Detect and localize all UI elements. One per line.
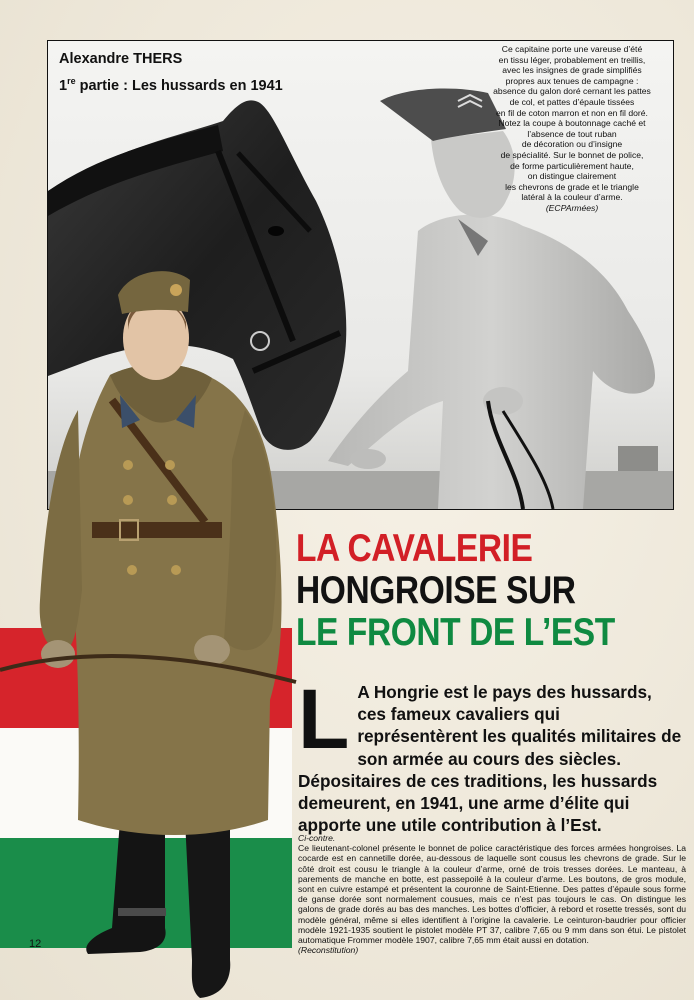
headline-line-2: HONGROISE SUR	[296, 569, 576, 612]
photo-caption-line: propres aux tenues de campagne :	[505, 75, 639, 86]
photo-caption-line: les chevrons de grade et le triangle	[505, 181, 639, 192]
photo-caption-line: absence du galon doré cernant les pattes	[493, 86, 651, 97]
photo-caption-line: Notez la coupe à boutonnage caché et	[498, 118, 646, 129]
page-number: 12	[29, 938, 42, 950]
uniform-caption	[298, 833, 686, 955]
photo-caption-line: de forme particulièrement haute,	[510, 160, 634, 171]
drop-cap: L	[298, 672, 350, 766]
lead-text: A Hongrie est le pays des hussards, ces fameux cavaliers qui représentèrent les qualités militaires de son armée au cours des siècles. Dépositaires de ces traditions, les hussards demeurent, en 1941, une arme d’élite qui apporte une utile contribution à l’Est.	[298, 682, 682, 836]
caption-credit: (Reconstitution)	[298, 945, 359, 956]
photo-caption-line: avec les insignes de grade simplifiés	[502, 65, 642, 76]
photo-caption-line: l’absence de tout ruban	[527, 128, 617, 139]
photo-caption-line: en tissu léger, probablement en treillis,	[498, 54, 646, 65]
lieutenant-colonel-photo	[0, 260, 300, 1000]
caption-label: Ci-contre.	[298, 833, 336, 843]
lead-paragraph	[298, 672, 683, 836]
photo-caption-line: Ce capitaine porte une vareuse d’été	[501, 44, 643, 54]
photo-caption	[472, 44, 672, 214]
photo-credit: (ECPArmées)	[545, 202, 599, 213]
part-number: 1	[59, 77, 68, 94]
author-name: Alexandre THERS	[59, 51, 183, 67]
photo-caption-line: latéral à la couleur d’arme.	[521, 192, 623, 203]
photo-caption-line: de col, et pattes d’épaule tissées	[509, 96, 635, 107]
photo-caption-line: de décoration ou d’insigne	[521, 139, 623, 150]
headline-line-1: LA CAVALERIE	[296, 527, 533, 570]
photo-caption-line: en fil de coton marron et non en fil doré.	[496, 107, 648, 118]
part-ordinal-suffix: re	[67, 76, 76, 86]
photo-caption-line: on distingue clairement	[527, 171, 617, 182]
headline-line-3: LE FRONT DE L’EST	[296, 611, 615, 654]
series-part-label	[59, 76, 283, 94]
article-headline	[296, 528, 691, 654]
part-title: partie : Les hussards en 1941	[75, 77, 283, 94]
photo-caption-line: de spécialité. Sur le bonnet de police,	[500, 149, 644, 160]
caption-text: Ce lieutenant-colonel présente le bonnet de police caractéristique des forces armées hongroises. La cocarde est en cannetille dorée, au-dessous de laquelle sont cousus les chevrons de grade. Sur le côté droit est cousu le triangle à la couleur d’arme, orné de trois tresses dorées. Le manteau, à parements de manche en botte, est passepoilé à la couleur d’arme. Les boutons, de gros module, sont en cuivre estampé et présentent la couronne de Saint-Etienne. Des pattes d’épaule sous forme de ganse dorée sont normalement cousues, mais ce n’est pas toujours le cas. On distingue les galons de grade dorés au bas des manches. Les bottes d’officier, à rebord et rosette tressés, sont du modèle général, même si elles identifient à l’origine la cavalerie. Le ceinturon-baudrier pour officier modèle 1921-1935 soutient le pistolet modèle PT 37, calibre 7,65 ou 9 mm dans son étui. Le pistolet automatique Frommer modèle 1907, calibre 7,65 mm était aussi en dotation.	[298, 843, 686, 946]
